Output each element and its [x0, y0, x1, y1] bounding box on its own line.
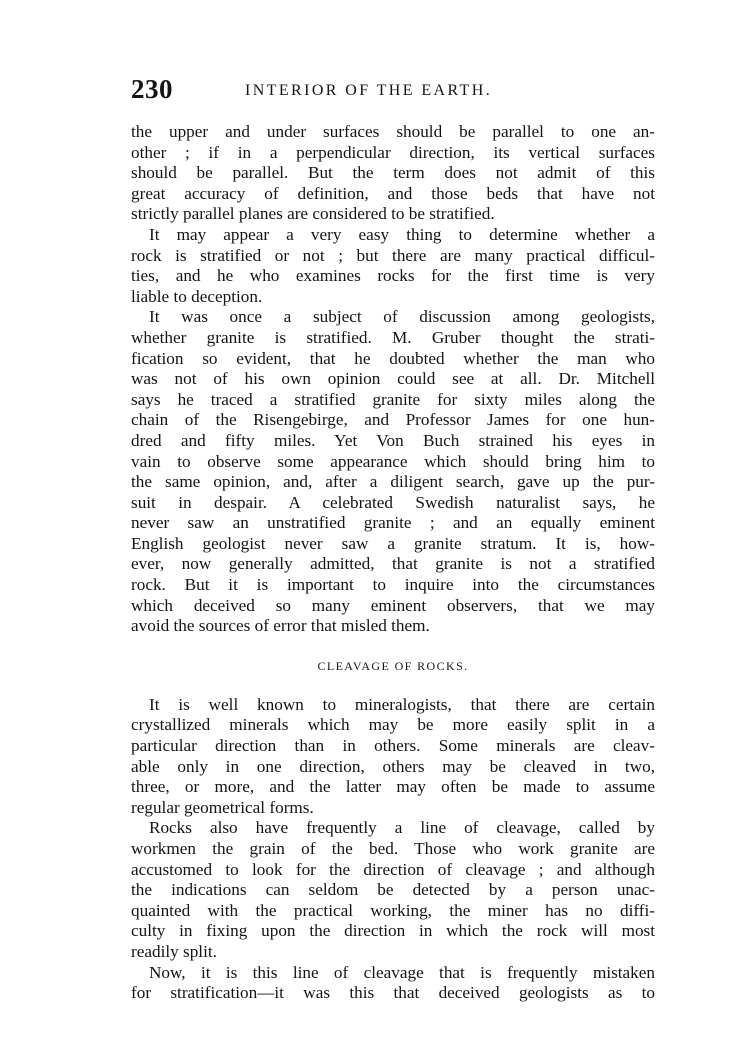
- text-line: three, or more, and the latter may often be made to assume: [131, 777, 655, 797]
- text-line: It is well known to mineralogists, that there are certain: [149, 694, 655, 714]
- text-line: strictly parallel planes are considered to be stratified.: [131, 204, 495, 224]
- text-line: never saw an unstratified granite ; and an equally eminent: [131, 513, 655, 533]
- text-line: ties, and he who examines rocks for the first time is very: [131, 266, 655, 286]
- text-line: should be parallel. But the term does not admit of this: [131, 163, 655, 183]
- text-line: rock. But it is important to inquire into the circumstances: [131, 575, 655, 595]
- paragraph: [131, 818, 655, 962]
- text-line: the upper and under surfaces should be parallel to one an-: [131, 122, 655, 141]
- section-heading: CLEAVAGE OF ROCKS.: [317, 658, 469, 673]
- page-header: [131, 74, 655, 110]
- text-line: other ; if in a perpendicular direction, its vertical surfaces: [131, 142, 655, 162]
- text-line: readily split.: [131, 941, 217, 961]
- text-line: the same opinion, and, after a diligent search, gave up the pur-: [131, 472, 655, 492]
- text-line: whether granite is stratified. M. Gruber thought the strati-: [131, 327, 655, 347]
- paragraph: [131, 122, 655, 225]
- text-line: workmen the grain of the bed. Those who work granite are: [131, 839, 655, 858]
- text-line: able only in one direction, others may be cleaved in two,: [131, 756, 655, 776]
- page-body: [131, 122, 655, 1004]
- text-line: Rocks also have frequently a line of cleavage, called by: [149, 818, 655, 838]
- text-line: was not of his own opinion could see at all. Dr. Mitchell: [131, 369, 655, 389]
- running-title: INTERIOR OF THE EARTH.: [245, 82, 493, 99]
- text-line: suit in despair. A celebrated Swedish naturalist says, he: [131, 492, 655, 512]
- text-line: crystallized minerals which may be more easily split in a: [131, 715, 655, 735]
- text-line: English geologist never saw a granite stratum. It is, how-: [131, 533, 655, 553]
- text-line: culty in fixing upon the direction in which the rock will most: [131, 921, 655, 941]
- text-line: rock is stratified or not ; but there are many practical difficul-: [131, 245, 655, 265]
- text-line: chain of the Risengebirge, and Professor James for one hun-: [131, 410, 655, 430]
- text-line: accustomed to look for the direction of cleavage ; and although: [131, 859, 655, 879]
- text-line: says he traced a stratified granite for sixty miles along the: [131, 389, 655, 409]
- text-line: for stratification—it was this that deceived geologists as to: [131, 983, 655, 1003]
- text-line: which deceived so many eminent observers, that we may: [131, 595, 655, 615]
- text-line: fication so evident, that he doubted whether the man who: [131, 348, 655, 368]
- text-line: regular geometrical forms.: [131, 797, 314, 817]
- text-line: great accuracy of definition, and those beds that have not: [131, 183, 655, 203]
- text-line: quainted with the practical working, the miner has no diffi-: [131, 900, 655, 920]
- text-line: vain to observe some appearance which should bring him to: [131, 451, 655, 471]
- paragraph: [131, 307, 655, 637]
- text-line: particular direction than in others. Some minerals are cleav-: [131, 736, 655, 756]
- paragraph: [131, 225, 655, 307]
- text-line: Now, it is this line of cleavage that is frequently mistaken: [149, 962, 655, 982]
- page-number: 230: [131, 74, 173, 104]
- text-line: It was once a subject of discussion among geologists,: [149, 307, 655, 327]
- paragraph: [131, 695, 655, 819]
- paragraph: [131, 963, 655, 1004]
- text-line: liable to deception.: [131, 286, 263, 306]
- text-line: the indications can seldom be detected by a person unac-: [131, 880, 655, 900]
- text-line: dred and fifty miles. Yet Von Buch strained his eyes in: [131, 430, 655, 450]
- text-line: ever, now generally admitted, that granite is not a stratified: [131, 554, 655, 574]
- text-line: It may appear a very easy thing to determine whether a: [149, 224, 655, 244]
- text-line: avoid the sources of error that misled them.: [131, 616, 430, 636]
